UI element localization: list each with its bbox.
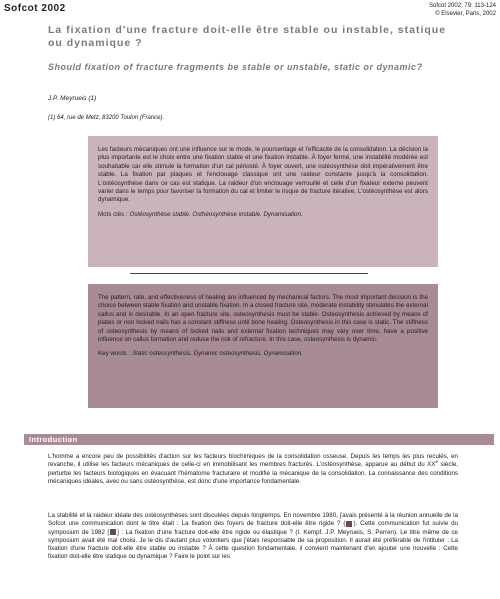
intro-p2-part-a: La stabilité et la raideur idéale des ostéosynthèses sont discutées depuis longtemps. En novembre 1980, j'avais présenté à la réunion annuelle de la Sofcot une communication dont le titre était : La fixation des foyers de fracture doit-elle être rigide ? ( (48, 512, 458, 528)
intro-paragraph-2 (48, 512, 458, 562)
title-english: Should fixation of fracture fragments be stable or unstable, static or dynamic? (48, 62, 423, 72)
abstract-french (88, 136, 438, 267)
citation-line: Sofcot 2002; 79: 113-124 (429, 3, 496, 9)
intro-p1-part-b: siècle, perturbe les facteurs biologiques en évacuant l'hématome fracturaire et modifie la mécanique de la consolidation. La connaissance des conditions mécaniques idéales, avec ou sans ostéosynthèse, est donc d'une importance fondamentale. (48, 461, 458, 485)
title-french: La fixation d'une fracture doit-elle être stable ou instable, statique ou dynamique ? (48, 24, 447, 49)
affiliation: (1) 64, rue de Metz, 83200 Toulon (France). (48, 115, 165, 121)
reference-link-icon[interactable] (110, 529, 116, 535)
abstract-french-text: Les facteurs mécaniques ont une influence sur le mode, le pourcentage et l'efficacité de la consolidation. La décision la plus importante est le choix entre une fixation stable et une fixation instable. À foyer fermé, une instabilité modérée est souhaitable car elle stimule la formation d'un cal périosté. À foyer ouvert, une ostéosynthèse doit impérativement être stable. La fixation par plaques et l'enclouage classique ont une raideur constante jusqu'à la consolidation. L'ostéosynthèse dans ce cas est statique. La raideur d'un enclouage verrouillé et celle d'un fixateur externe peuvent varier dans le temps pour favoriser la formation du cal et limiter le risque de fracture itérative. L'ostéosynthèse est alors dynamique. (98, 146, 428, 204)
intro-p1-part-a: L'homme a encore peu de possibilités d'action sur les facteurs biochimiques de la consolidation osseuse. Depuis les temps les plus reculés, en revanche, il utilise les facteurs mécaniques de celle-ci en immobilisant les membres fracturés. L'ostéosynthèse, apparue au début du XX (48, 453, 458, 469)
keywords-french (98, 211, 428, 219)
intro-paragraph-1 (48, 453, 458, 486)
intro-p1-superscript: e (435, 459, 438, 465)
citation-block (429, 2, 496, 18)
abstract-english-text: The pattern, rate, and effectiveness of healing are influenced by mechanical factors. The most important decision is the choice between stable fixation and unstable fixation. In a closed fracture site, moderate instability stimulates the external callus and is desirable. In an open fracture site, osteosynthesis must be stable. Osteosynthesis achieved by means of plates or non locked nails has a constant stiffness until bone healing. Osteosynthesis in this case is static. The stiffness of osteosynthesis by means of locked nails and external fixation techniques may vary over time, have a positive influence on callus formation and reduce the risk of refracture. In this case, osteosynthesis is dynamic. (98, 294, 428, 344)
authors: J.P. Meyrueis (1) (48, 95, 97, 102)
keywords-french-terms: Ostéosynthèse stable. Osthéosynthèse instable. Dynamisation. (129, 210, 303, 218)
keywords-french-label: Mots clés : (98, 210, 128, 218)
section-heading-introduction: Introduction (24, 434, 494, 445)
keywords-english-label: Key words : (98, 350, 131, 358)
keywords-english (98, 350, 428, 358)
reference-link-icon[interactable] (346, 521, 352, 527)
abstract-divider (130, 273, 368, 274)
intro-p2-part-c: ] : La fixation d'une fracture doit-elle être rigide ou élastique ? (I. Kempf, J.P. Meyrueis, S. Perren). Le titre même de ce symposium avait été mal choisi. Je le dis d'autant plus volontiers que j'étais responsable de sa proposition. Il aurait été préférable de l'intituler : La fixation d'une fracture doit-elle être stable ou instable ? À cette question fondamentale, il convient maintenant d'en ajouter une nouvelle : Cette fixation doit-elle être statique ou dynamique ? Faire le point sur les (48, 528, 459, 561)
keywords-english-terms: Static osteosynthesis. Dynamic osteosynthesis. Dynamisation. (132, 350, 303, 358)
abstract-english (88, 284, 438, 408)
publisher-line: © Elsevier, Paris, 2002 (435, 11, 496, 17)
journal-name: Sofcot 2002 (4, 3, 66, 14)
intro-p2-part-b: ). Cette communication fut suivie du symposium de 1982 [ (48, 520, 458, 536)
